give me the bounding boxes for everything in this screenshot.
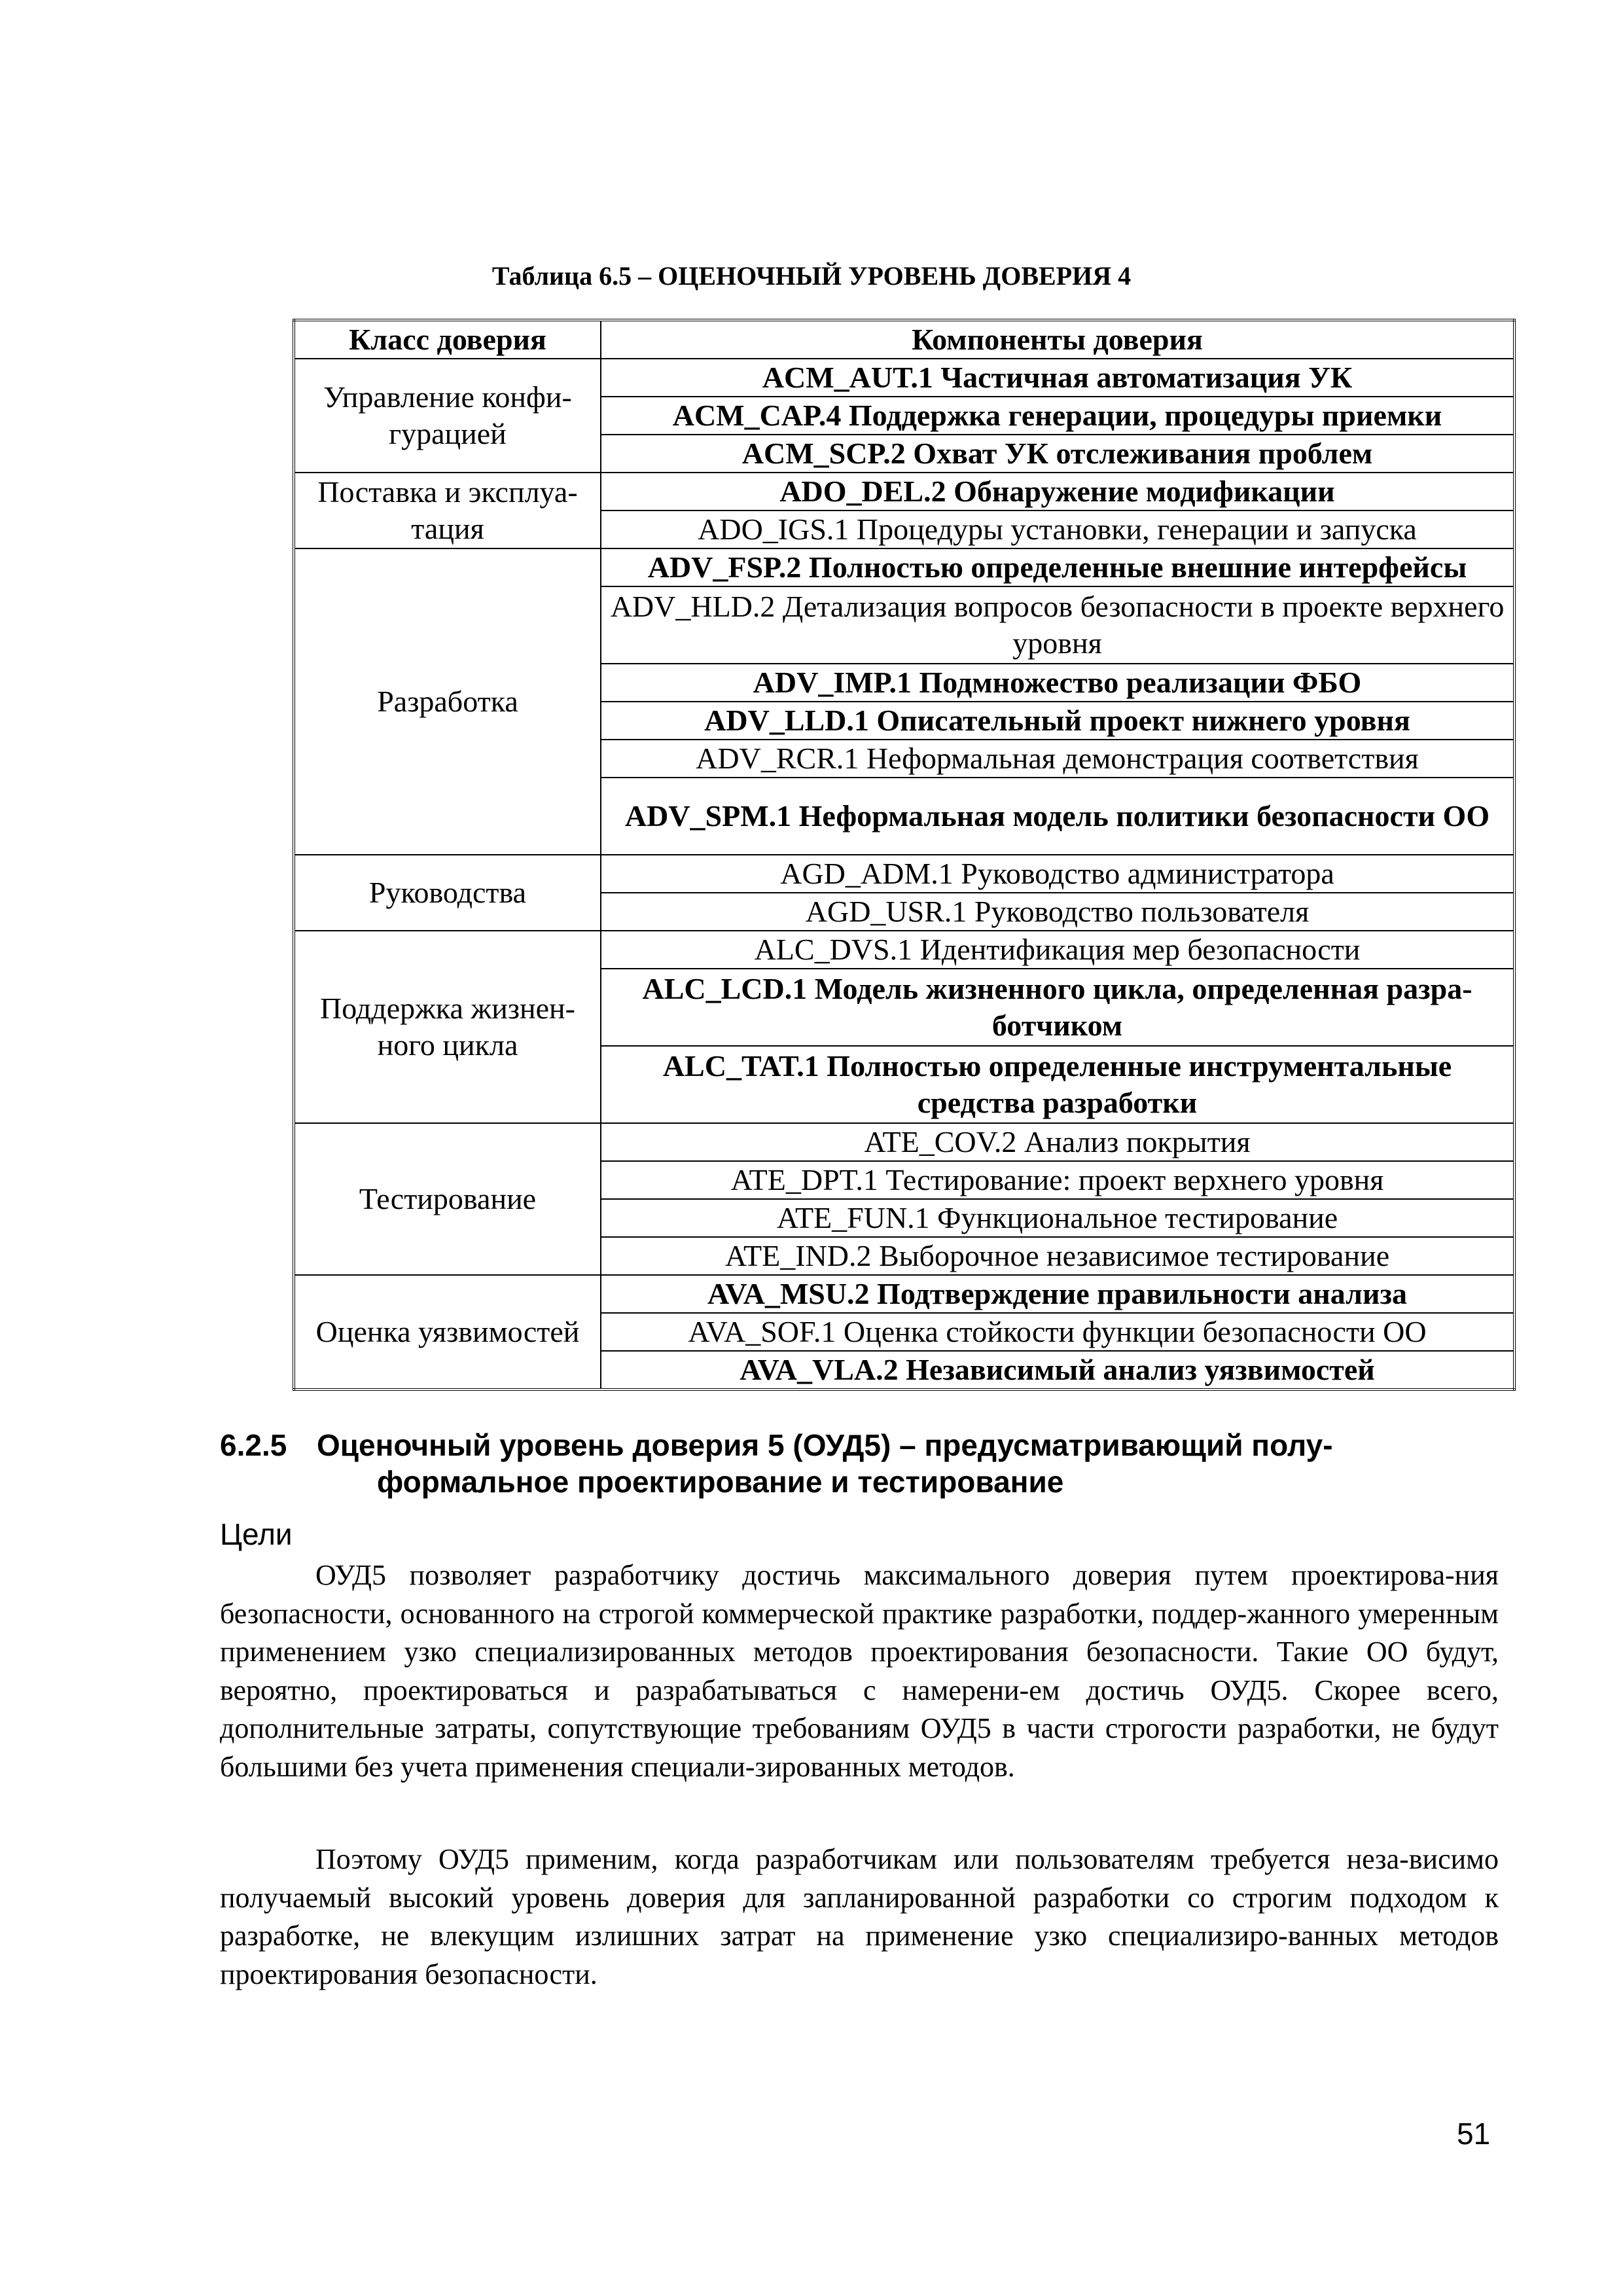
header-components: Компоненты доверия	[601, 320, 1514, 359]
component-cell: AVA_MSU.2 Подтверждение правильности анализа	[601, 1275, 1514, 1313]
assurance-components-table	[293, 319, 1516, 1391]
component-cell: ACM_AUT.1 Частичная автоматизация УК	[601, 359, 1514, 397]
component-cell: AVA_VLA.2 Независимый анализ уязвимостей	[601, 1351, 1514, 1390]
page-number: 51	[1457, 2117, 1491, 2151]
component-cell: AVA_SOF.1 Оценка стойкости функции безопасности ОО	[601, 1313, 1514, 1351]
section-title-line2: формальное проектирование и тестирование	[377, 1465, 1064, 1499]
component-cell: ADV_IMP.1 Подмножество реализации ФБО	[601, 664, 1514, 702]
section-number: 6.2.5	[220, 1428, 287, 1462]
component-cell: ADV_FSP.2 Полностью определенные внешние интерфейсы	[601, 548, 1514, 586]
component-cell: ADV_RCR.1 Неформальная демонстрация соответствия	[601, 740, 1514, 778]
component-cell: ATE_DPT.1 Тестирование: проект верхнего уровня	[601, 1161, 1514, 1199]
component-cell: ALC_TAT.1 Полностью определенные инструментальные средства разработки	[601, 1046, 1514, 1123]
component-cell: ADO_DEL.2 Обнаружение модификации	[601, 473, 1514, 511]
table-row	[294, 1123, 1514, 1161]
table-row	[294, 548, 1514, 586]
table-header-row	[294, 320, 1514, 359]
component-cell: ACM_CAP.4 Поддержка генерации, процедуры приемки	[601, 397, 1514, 435]
component-cell: ADV_LLD.1 Описательный проект нижнего уровня	[601, 702, 1514, 740]
table-row	[294, 931, 1514, 969]
section-title-line1: Оценочный уровень доверия 5 (ОУД5) – предусматривающий полу-	[317, 1428, 1333, 1462]
table-row	[294, 359, 1514, 397]
class-cell: Разработка	[294, 548, 601, 855]
component-cell: ADV_SPM.1 Неформальная модель политики безопасности ОО	[601, 778, 1514, 855]
component-cell: ADO_IGS.1 Процедуры установки, генерации и запуска	[601, 511, 1514, 548]
paragraph: Поэтому ОУД5 применим, когда разработчикам или пользователям требуется неза-висимо получаемый высокий уровень доверия для запланированной разработки со строгим подходом к разработке, не влекущим излишних затрат на применение узко специализиро-ванных методов проектирования безопасности.	[220, 1843, 1499, 1990]
class-cell: Поддержка жизнен-ного цикла	[294, 931, 601, 1123]
subheading-goals: Цели	[220, 1517, 293, 1551]
section-heading	[220, 1427, 1522, 1500]
component-cell: ATE_FUN.1 Функциональное тестирование	[601, 1199, 1514, 1237]
paragraph: ОУД5 позволяет разработчику достичь максимального доверия путем проектирова-ния безопасности, основанного на строгой коммерческой практике разработки, поддер-жанного умеренным применением узко специализированных методов проектирования безопасности. Такие ОО будут, вероятно, проектироваться и разрабатываться с намерени-ем достичь ОУД5. Скорее всего, дополнительные затраты, сопутствующие требованиям ОУД5 в части строгости разработки, не будут большими без учета применения специали-зированных методов.	[220, 1559, 1499, 1783]
table-row	[294, 1275, 1514, 1313]
class-cell: Поставка и эксплуа-тация	[294, 473, 601, 548]
component-cell: ADV_HLD.2 Детализация вопросов безопасности в проекте верхнего уровня	[601, 586, 1514, 664]
component-cell: ACM_SCP.2 Охват УК отслеживания проблем	[601, 435, 1514, 473]
component-cell: ATE_IND.2 Выборочное независимое тестирование	[601, 1237, 1514, 1275]
component-cell: AGD_USR.1 Руководство пользователя	[601, 893, 1514, 931]
class-cell: Тестирование	[294, 1123, 601, 1275]
component-cell: ALC_LCD.1 Модель жизненного цикла, определенная разра-ботчиком	[601, 969, 1514, 1046]
component-cell: ALC_DVS.1 Идентификация мер безопасности	[601, 931, 1514, 969]
class-cell: Руководства	[294, 855, 601, 931]
class-cell: Управление конфи-гурацией	[294, 359, 601, 473]
class-cell: Оценка уязвимостей	[294, 1275, 601, 1390]
table-row	[294, 473, 1514, 511]
table-row	[294, 855, 1514, 893]
component-cell: AGD_ADM.1 Руководство администратора	[601, 855, 1514, 893]
header-class: Класс доверия	[294, 320, 601, 359]
component-cell: ATE_COV.2 Анализ покрытия	[601, 1123, 1514, 1161]
table-caption: Таблица 6.5 – ОЦЕНОЧНЫЙ УРОВЕНЬ ДОВЕРИЯ 4	[491, 261, 1132, 291]
